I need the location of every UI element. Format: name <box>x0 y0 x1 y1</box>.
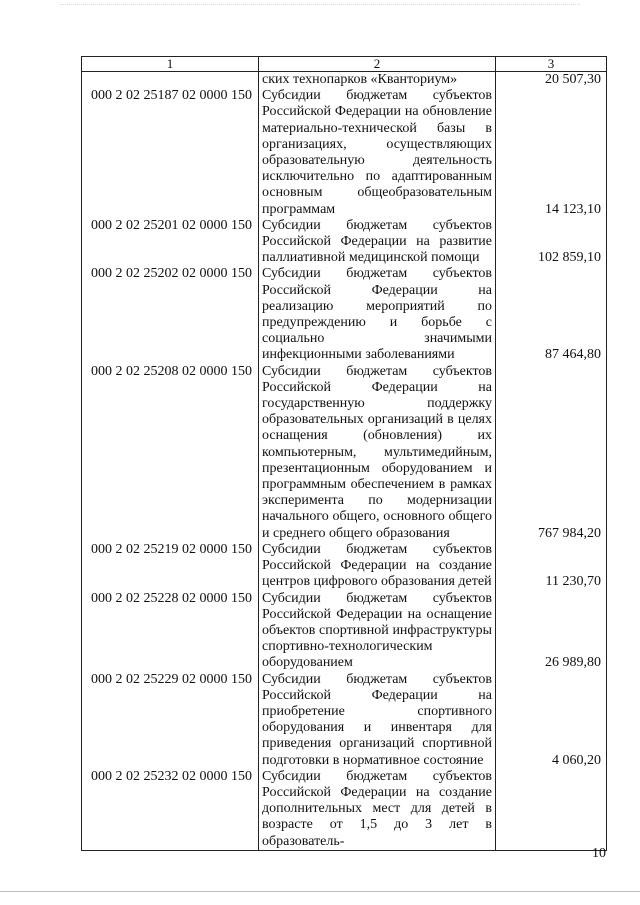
table-row <box>82 769 607 851</box>
table-row <box>82 218 607 267</box>
budget-description: Субсидии бюджетам субъектов Российской Федерации на создание дополнительных мест для детей в возрасте от 1,5 до 3 лет в образователь- <box>259 769 496 851</box>
budget-amount: 11 230,70 <box>496 542 607 591</box>
scan-artifact-top <box>60 4 580 9</box>
table-row <box>82 591 607 672</box>
budget-code: 000 2 02 25208 02 0000 150 <box>82 364 259 542</box>
budget-description: ских технопарков «Кванториум» <box>259 72 496 89</box>
budget-description: Субсидии бюджетам субъектов Российской Федерации на оснащение объектов спортивной инфраструктуры спортивно-технологическим оборудованием <box>259 591 496 672</box>
budget-description: Субсидии бюджетам субъектов Российской Федерации на реализацию мероприятий по предупреждению и борьбе с социально значимыми инфекционными заболеваниями <box>259 266 496 363</box>
column-header-description: 2 <box>259 57 496 72</box>
budget-code: 000 2 02 25228 02 0000 150 <box>82 591 259 672</box>
scan-artifact-bottom <box>0 891 640 892</box>
budget-code: 000 2 02 25232 02 0000 150 <box>82 769 259 851</box>
budget-code <box>82 72 259 89</box>
budget-description: Субсидии бюджетам субъектов Российской Федерации на государственную поддержку образовательных организаций в целях оснащения (обновления) их компьютерным, мультимедийным, презентационным оборудованием и программным обеспечением в рамках эксперимента по модернизации начального общего, основного общего и среднего общего образования <box>259 364 496 542</box>
budget-code: 000 2 02 25187 02 0000 150 <box>82 88 259 218</box>
page-number: 10 <box>592 846 606 861</box>
budget-code: 000 2 02 25202 02 0000 150 <box>82 266 259 363</box>
table-row <box>82 542 607 591</box>
budget-amount: 4 060,20 <box>496 672 607 769</box>
budget-amount: 14 123,10 <box>496 88 607 218</box>
table-header-row <box>82 57 607 72</box>
column-header-amount: 3 <box>496 57 607 72</box>
budget-amount: 102 859,10 <box>496 218 607 267</box>
budget-amount: 767 984,20 <box>496 364 607 542</box>
table-row <box>82 72 607 89</box>
table-row <box>82 672 607 769</box>
budget-amount: 20 507,30 <box>496 72 607 89</box>
budget-amount: 26 989,80 <box>496 591 607 672</box>
column-header-code: 1 <box>82 57 259 72</box>
table-row <box>82 266 607 363</box>
budget-description: Субсидии бюджетам субъектов Российской Федерации на обновление материально-технической базы в организациях, осуществляющих образовательную деятельность исключительно по адаптированным основным общеобразовательным программам <box>259 88 496 218</box>
budget-code: 000 2 02 25201 02 0000 150 <box>82 218 259 267</box>
table-row <box>82 364 607 542</box>
budget-amount: 87 464,80 <box>496 266 607 363</box>
budget-code: 000 2 02 25219 02 0000 150 <box>82 542 259 591</box>
budget-description: Субсидии бюджетам субъектов Российской Федерации на развитие паллиативной медицинской помощи <box>259 218 496 267</box>
budget-description: Субсидии бюджетам субъектов Российской Федерации на создание центров цифрового образования детей <box>259 542 496 591</box>
budget-amount <box>496 769 607 851</box>
budget-code: 000 2 02 25229 02 0000 150 <box>82 672 259 769</box>
table-row <box>82 88 607 218</box>
budget-description: Субсидии бюджетам субъектов Российской Федерации на приобретение спортивного оборудования и инвентаря для приведения организаций спортивной подготовки в нормативное состояние <box>259 672 496 769</box>
budget-revenue-table <box>81 56 607 851</box>
